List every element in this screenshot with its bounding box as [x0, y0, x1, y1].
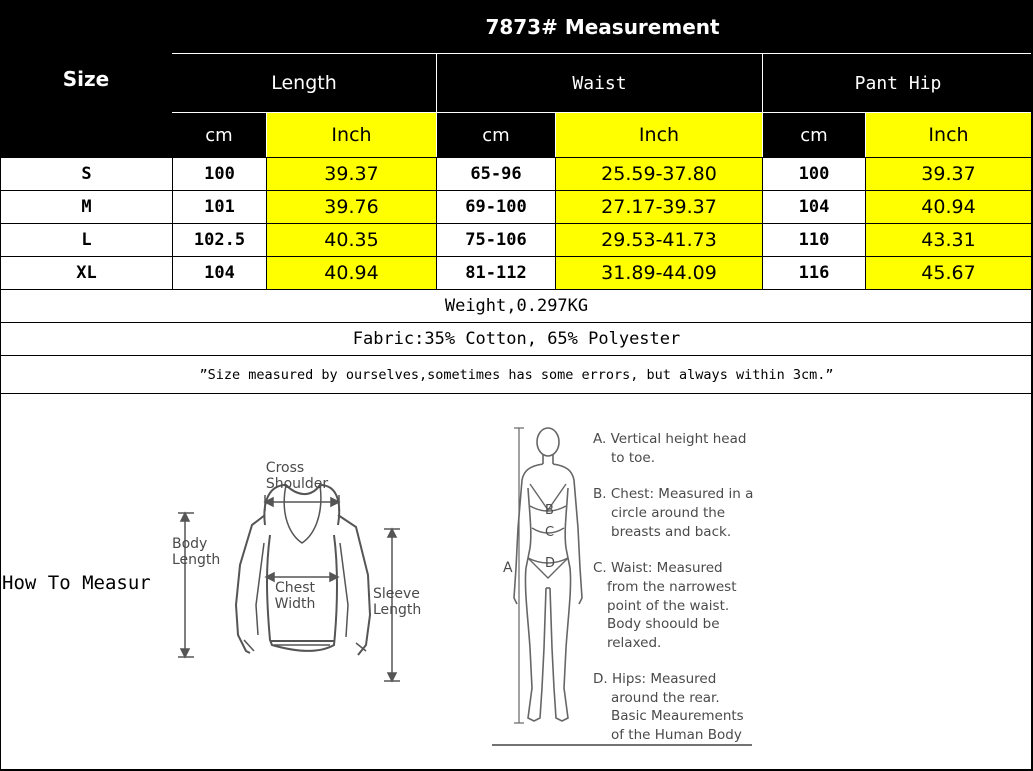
body-length-label: Body	[172, 536, 208, 552]
cell-length-inch: 39.76	[267, 191, 436, 223]
size-header: Size	[0, 0, 172, 157]
cell-hip-cm: 110	[798, 230, 830, 250]
cell-size: XL	[76, 263, 97, 283]
mark-b: B	[545, 503, 554, 518]
cell-length-cm: 100	[204, 164, 235, 184]
cell-waist-inch: 25.59-37.80	[556, 158, 762, 190]
unit-cm-hip: cm	[763, 113, 865, 157]
unit-cm-length: cm	[172, 113, 266, 157]
note-d-1: D. Hips: Measured	[593, 671, 717, 687]
cell-size: M	[81, 197, 92, 217]
cross-shoulder-label: Cross	[265, 460, 305, 476]
unit-inch-waist: Inch	[556, 113, 762, 157]
body-length-label-2: Length	[172, 552, 221, 568]
cell-length-cm: 102.5	[193, 230, 246, 250]
cell-hip-cm: 116	[798, 263, 830, 283]
mark-d: D	[545, 556, 556, 571]
cell-waist-inch: 27.17-39.37	[556, 191, 762, 223]
cell-waist-inch: 29.53-41.73	[556, 224, 762, 256]
note-d-4: of the Human Body	[611, 727, 742, 743]
cell-length-cm: 101	[204, 197, 235, 217]
cell-hip-inch: 39.37	[866, 158, 1031, 190]
note-c-5: relaxed.	[607, 635, 662, 651]
note-b-2: circle around the	[611, 505, 726, 521]
cell-size: S	[81, 164, 92, 184]
note-d-3: Basic Meaurements	[611, 708, 744, 724]
group-header-pant-hip: Pant Hip	[763, 54, 1033, 112]
group-header-length: Length	[172, 54, 436, 112]
cell-waist-cm: 65-96	[470, 164, 522, 184]
chest-width-label-2: Width	[274, 596, 316, 612]
cell-hip-inch: 45.67	[866, 257, 1031, 289]
mark-a: A	[503, 560, 513, 576]
fabric-row: Fabric:35% Cotton, 65% Polyester	[352, 329, 681, 349]
cell-hip-inch: 40.94	[866, 191, 1031, 223]
size-note: ”Size measured by ourselves,sometimes has some errors, but always within 3cm.”	[199, 366, 834, 383]
mark-c: C	[545, 525, 555, 540]
cell-length-inch: 39.37	[267, 158, 436, 190]
note-a-1: A. Vertical height head	[593, 431, 747, 447]
cell-length-inch: 40.94	[267, 257, 436, 289]
unit-inch-hip: Inch	[866, 113, 1031, 157]
cell-waist-cm: 75-106	[465, 230, 527, 250]
note-c-2: from the narrowest	[607, 579, 737, 595]
table-title: 7873# Measurement	[172, 0, 1033, 53]
cell-waist-cm: 69-100	[465, 197, 527, 217]
note-b-3: breasts and back.	[611, 524, 732, 540]
cell-length-inch: 40.35	[267, 224, 436, 256]
sweater-diagram	[170, 455, 435, 690]
chest-width-label: Chest	[274, 580, 316, 596]
group-header-waist: Waist	[437, 54, 762, 112]
cell-hip-cm: 104	[798, 197, 830, 217]
unit-inch-length: Inch	[267, 113, 436, 157]
note-a-2: to toe.	[611, 450, 655, 466]
body-diagram	[490, 418, 765, 748]
cell-waist-inch: 31.89-44.09	[556, 257, 762, 289]
cross-shoulder-label-2: Shoulder	[265, 476, 329, 492]
weight-row: Weight,0.297KG	[444, 296, 589, 316]
unit-cm-waist: cm	[437, 113, 555, 157]
cell-hip-cm: 100	[798, 164, 830, 184]
note-b-1: B. Chest: Measured in a	[593, 486, 754, 502]
note-c-1: C. Waist: Measured	[593, 560, 723, 576]
note-c-3: point of the waist.	[607, 598, 730, 614]
cell-waist-cm: 81-112	[465, 263, 527, 283]
cell-size: L	[81, 230, 92, 250]
cell-hip-inch: 43.31	[866, 224, 1031, 256]
note-d-2: around the rear.	[611, 690, 720, 706]
how-to-measure-label: How To Measur	[2, 572, 151, 594]
sleeve-length-label: Sleeve	[373, 586, 420, 602]
sleeve-length-label-2: Length	[373, 602, 422, 618]
cell-length-cm: 104	[204, 263, 235, 283]
note-c-4: Body shoould be	[607, 616, 720, 632]
